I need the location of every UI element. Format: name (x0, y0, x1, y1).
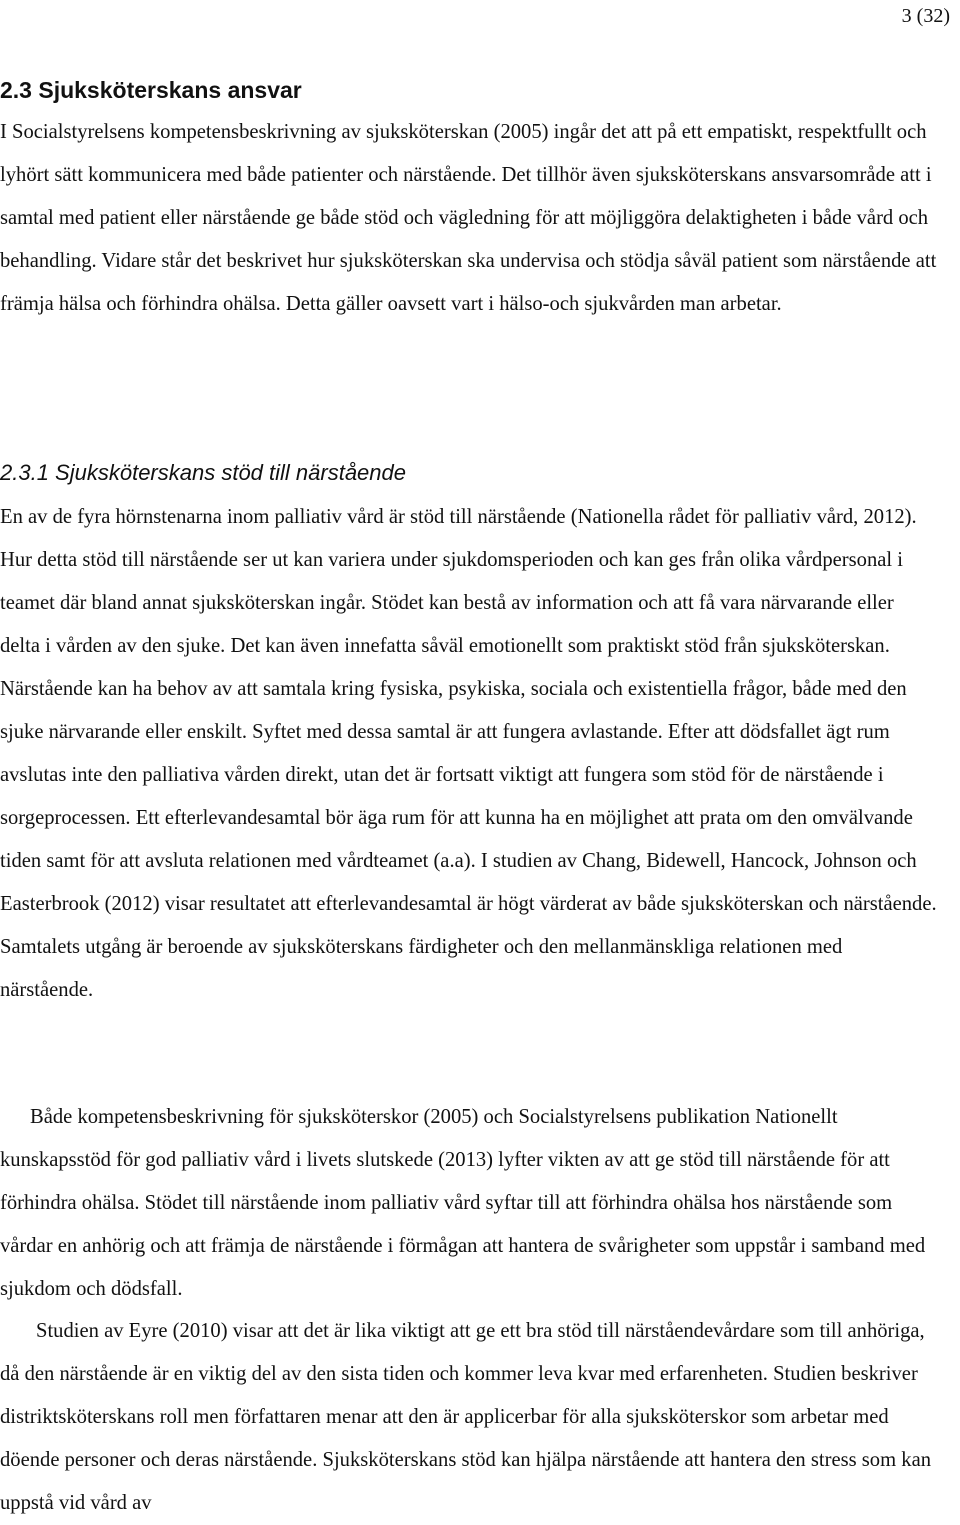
subsection-paragraph-2 (0, 1096, 938, 1311)
subsection-paragraph-3-text: Studien av Eyre (2010) visar att det är lika viktigt att ge ett bra stöd till närståendevårdare som till anhöriga, då den närstående är en viktig del av den sista tiden och kommer leva kvar med erfarenheten. Studien beskriver distriktsköterskans roll men författaren menar att den är applicerbar för alla sjuksköterskor som arbetar med döende personer och deras närstående. Sjuksköterskans stöd kan hjälpa närstående att hantera den stress som kan uppstå vid vård av (0, 1320, 932, 1514)
subsection-paragraph-2-text: Både kompetensbeskrivning för sjuksköterskor (2005) och Socialstyrelsens publikation Nationellt kunskapsstöd för god palliativ vård i livets slutskede (2013) lyfter vikten av att ge stöd till närstående för att förhindra ohälsa. Stödet till närstående inom palliativ vård syftar till att förhindra ohälsa hos närstående som vårdar en anhörig och att främja de närstående i förmågan att hantera de svårigheter som uppstår i samband med sjukdom och dödsfall. (0, 1106, 926, 1300)
subsection-heading: 2.3.1 Sjuksköterskans stöd till närstående (0, 460, 407, 485)
section-heading: 2.3 Sjuksköterskans ansvar (0, 77, 302, 103)
subsection-paragraph-3 (0, 1310, 938, 1525)
subsection-paragraph-1: En av de fyra hörnstenarna inom palliativ vård är stöd till närstående (Nationella rådet för palliativ vård, 2012). Hur detta stöd till närstående ser ut kan variera under sjukdomsperioden och kan ges från olika vårdpersonal i teamet där bland annat sjuksköterskan ingår. Stödet kan bestå av information och att få vara närvarande eller delta i vården av den sjuke. Det kan även innefatta såväl emotionellt som praktiskt stöd från sjuksköterskan. Närstående kan ha behov av att samtala kring fysiska, psykiska, sociala och existentiella frågor, både med den sjuke närvarande eller enskilt. Syftet med dessa samtal är att fungera avlastande. Efter att dödsfallet ägt rum avslutas inte den palliativa vården direkt, utan det är fortsatt viktigt att fungera som stöd för de närstående i sorgeprocessen. Ett efterlevandesamtal bör äga rum för att kunna ha en möjlighet att prata om den omvälvande tiden samt för att avsluta relationen med vårdteamet (a.a). I studien av Chang, Bidewell, Hancock, Johnson och Easterbrook (2012) visar resultatet att efterlevandesamtal är högt värderat av både sjuksköterskan och närstående. Samtalets utgång är beroende av sjuksköterskans färdigheter och den mellanmänskliga relationen med närstående. (0, 506, 937, 1001)
page-number: 3 (32) (901, 5, 950, 27)
section-paragraph: I Socialstyrelsens kompetensbeskrivning av sjuksköterskan (2005) ingår det att på ett empatiskt, respektfullt och lyhört sätt kommunicera med både patienter och närstående. Det tillhör även sjuksköterskans ansvarsområde att i samtal med patient eller närstående ge både stöd och vägledning för att möjliggöra delaktigheten i både vård och behandling. Vidare står det beskrivet hur sjuksköterskan ska undervisa och stödja såväl patient som närstående att främja hälsa och förhindra ohälsa. Detta gäller oavsett vart i hälso-och sjukvården man arbetar. (0, 121, 937, 315)
